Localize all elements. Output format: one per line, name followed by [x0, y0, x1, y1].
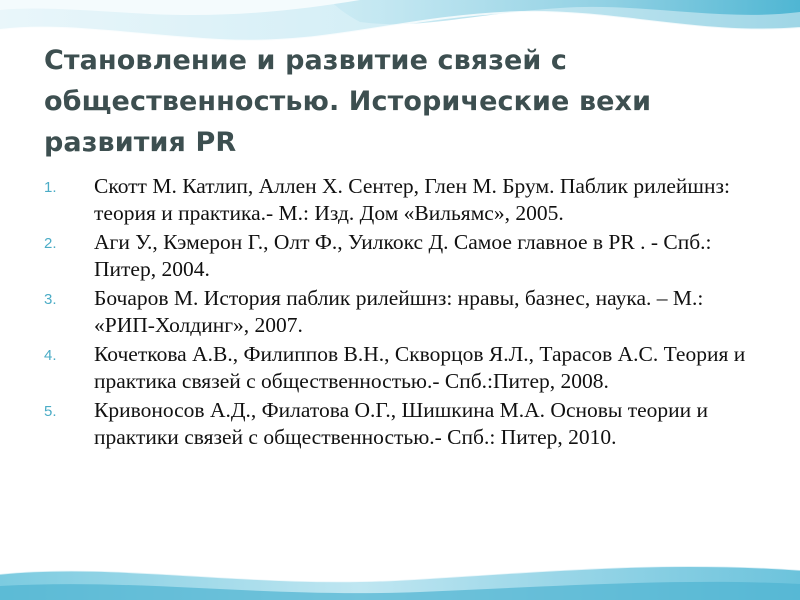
- reference-number: 5.: [44, 403, 57, 420]
- reference-text: Кочеткова А.В., Филиппов В.Н., Скворцов Я.Л., Тарасов А.С. Теория и практика связей с общественностью.- Спб.:Питер, 2008.: [94, 342, 746, 393]
- reference-item: [44, 173, 764, 226]
- reference-text: Бочаров М. История паблик рилейшнз: нравы, базнес, наука. – М.: «РИП-Холдинг», 2007.: [94, 286, 704, 337]
- reference-item: [44, 229, 764, 282]
- reference-item: [44, 285, 764, 338]
- reference-list: [44, 173, 764, 453]
- bottom-wave-decoration: [0, 558, 800, 600]
- reference-item: [44, 397, 764, 450]
- reference-item: [44, 341, 764, 394]
- slide-title: Становление и развитие связей с общественностью. Исторические вехи развития PR: [44, 45, 652, 158]
- reference-number: 1.: [44, 179, 57, 196]
- reference-number: 2.: [44, 235, 57, 252]
- reference-text: Аги У., Кэмерон Г., Олт Ф., Уилкокс Д. Самое главное в PR . - Спб.: Питер, 2004.: [94, 230, 712, 281]
- reference-text: Скотт М. Катлип, Аллен Х. Сентер, Глен М. Брум. Паблик рилейшнз: теория и практика.- М.: Изд. Дом «Вильямс», 2005.: [94, 174, 730, 225]
- reference-number: 4.: [44, 347, 57, 364]
- reference-number: 3.: [44, 291, 57, 308]
- reference-text: Кривоносов А.Д., Филатова О.Г., Шишкина М.А. Основы теории и практики связей с общественностью.- Спб.: Питер, 2010.: [94, 398, 709, 449]
